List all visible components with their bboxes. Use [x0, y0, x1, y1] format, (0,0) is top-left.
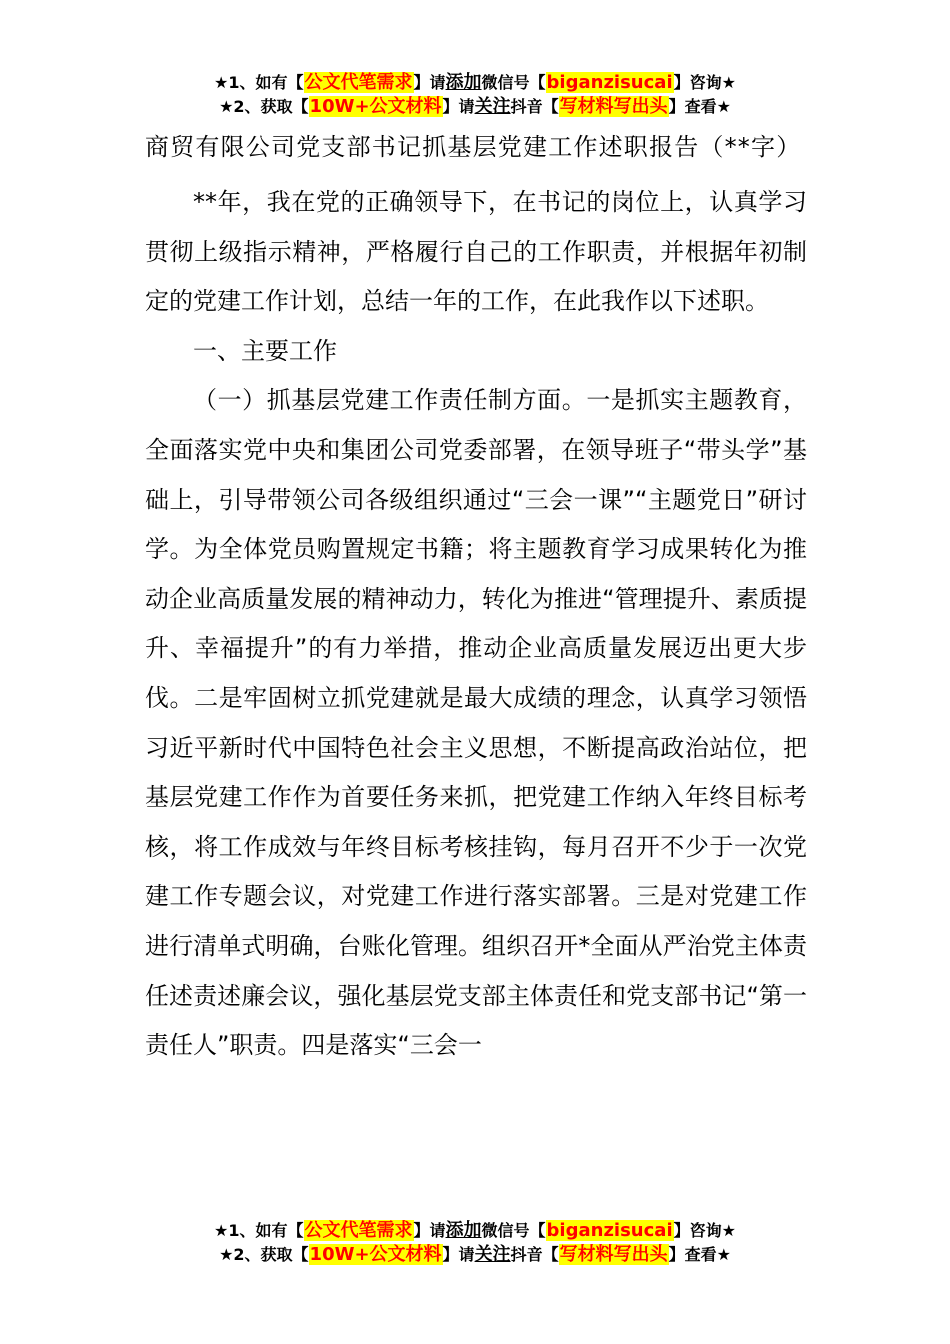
promo-line-1	[0, 1219, 950, 1243]
promo-text: 抖音【	[510, 1245, 559, 1264]
promo-highlight-douyin-id: 写材料写出头	[559, 1244, 668, 1265]
section-paragraph: （一）抓基层党建工作责任制方面。一是抓实主题教育，全面落实党中央和集团公司党委部署，在领导班子“带头学”基础上，引导带领公司各级组织通过“三会一课”“主题党日”研讨学。为全体党员购置规定书籍；将主题教育学习成果转化为推动企业高质量发展的精神动力，转化为推进“管理提升、素质提升、幸福提升”的有力举措，推动企业高质量发展迈出更大步伐。二是牢固树立抓党建就是最大成绩的理念，认真学习领悟习近平新时代中国特色社会主义思想，不断提高政治站位，把基层党建工作作为首要任务来抓，把党建工作纳入年终目标考核，将工作成效与年终目标考核挂钩，每月召开不少于一次党建工作专题会议，对党建工作进行落实部署。三是对党建工作进行清单式明确，台账化管理。组织召开*全面从严治党主体责任述责述廉会议，强化基层党支部主体责任和党支部书记“第一责任人”职责。四是落实“三会一	[145, 386, 807, 1060]
promo-text: 】咨询★	[673, 73, 736, 92]
promo-text: 】咨询★	[673, 1221, 736, 1240]
promo-banner-bottom	[0, 1219, 950, 1267]
document-body	[145, 126, 807, 1071]
promo-text: 】查看★	[668, 97, 731, 116]
promo-line-2	[0, 1243, 950, 1267]
promo-underlined: 添加	[445, 1220, 482, 1241]
promo-highlight: 公文代笔需求	[304, 72, 413, 93]
promo-text: ★1、如有【	[214, 73, 304, 92]
promo-line-2	[0, 95, 950, 119]
promo-text: 】查看★	[668, 1245, 731, 1264]
promo-highlight-wechat-id: biganzisucai	[546, 1220, 673, 1241]
promo-underlined: 关注	[474, 1244, 511, 1265]
promo-highlight-douyin-id: 写材料写出头	[559, 96, 668, 117]
promo-text: ★2、获取【	[219, 1245, 309, 1264]
promo-highlight: 公文代笔需求	[304, 1220, 413, 1241]
promo-underlined: 添加	[445, 72, 482, 93]
promo-text: ★2、获取【	[219, 97, 309, 116]
promo-text: 微信号【	[481, 73, 546, 92]
promo-text: ★1、如有【	[214, 1221, 304, 1240]
promo-text: 】请	[413, 1221, 446, 1240]
promo-highlight-wechat-id: biganzisucai	[546, 72, 673, 93]
intro-paragraph: **年，我在党的正确领导下，在书记的岗位上，认真学习贯彻上级指示精神，严格履行自己的工作职责，并根据年初制定的党建工作计划，总结一年的工作，在此我作以下述职。	[145, 188, 807, 316]
promo-underlined: 关注	[474, 96, 511, 117]
promo-line-1	[0, 71, 950, 95]
promo-highlight: 10W+公文材料	[309, 1244, 442, 1265]
promo-text: 】请	[413, 73, 446, 92]
document-title: 商贸有限公司党支部书记抓基层党建工作述职报告（**字）	[145, 133, 802, 161]
promo-text: 】请	[442, 1245, 475, 1264]
promo-highlight: 10W+公文材料	[309, 96, 442, 117]
promo-text: 抖音【	[510, 97, 559, 116]
promo-text: 微信号【	[481, 1221, 546, 1240]
section-heading: 一、主要工作	[193, 336, 337, 365]
promo-text: 】请	[442, 97, 475, 116]
promo-banner-top	[0, 71, 950, 119]
